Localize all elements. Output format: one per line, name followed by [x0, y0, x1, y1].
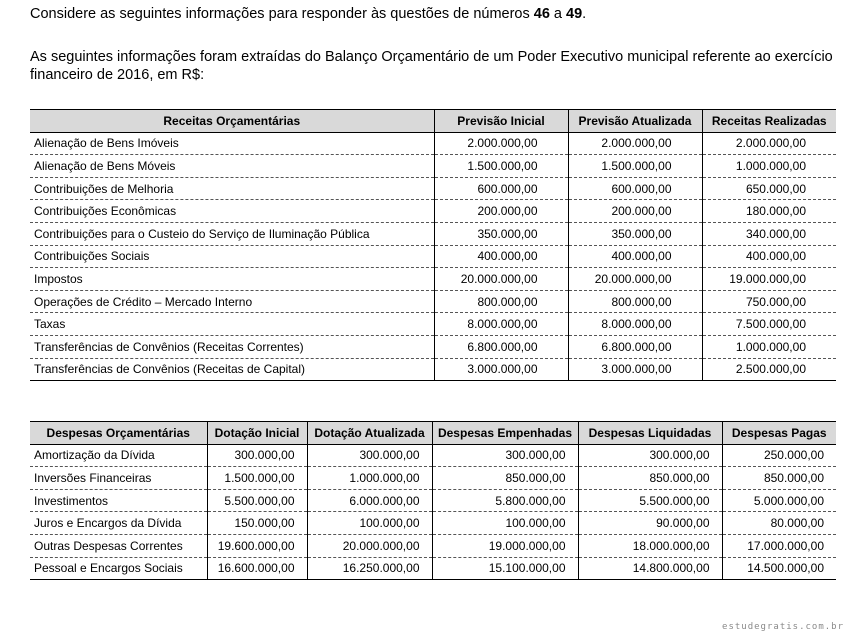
receitas-body [30, 132, 836, 381]
value-cell: 850.000,00 [578, 467, 722, 490]
value-cell: 100.000,00 [307, 512, 432, 535]
value-cell: 400.000,00 [568, 245, 702, 268]
value-cell: 5.000.000,00 [722, 489, 836, 512]
row-label: Alienação de Bens Imóveis [30, 132, 434, 155]
value-cell: 3.000.000,00 [434, 358, 568, 381]
receitas-table [30, 109, 836, 381]
table-row [30, 222, 836, 245]
table-row [30, 177, 836, 200]
intro-text-before: Considere as seguintes informações para responder às questões de números [30, 6, 534, 22]
table-row [30, 132, 836, 155]
value-cell: 6.000.000,00 [307, 489, 432, 512]
value-cell: 400.000,00 [434, 245, 568, 268]
value-cell: 100.000,00 [432, 512, 578, 535]
value-cell: 20.000.000,00 [568, 268, 702, 291]
row-label: Contribuições de Melhoria [30, 177, 434, 200]
value-cell: 800.000,00 [434, 290, 568, 313]
row-label: Amortização da Dívida [30, 444, 207, 467]
table-row [30, 557, 836, 580]
value-cell: 300.000,00 [578, 444, 722, 467]
value-cell: 3.000.000,00 [568, 358, 702, 381]
value-cell: 340.000,00 [702, 222, 836, 245]
value-cell: 800.000,00 [568, 290, 702, 313]
question-start-number: 46 [533, 6, 550, 22]
value-cell: 350.000,00 [568, 222, 702, 245]
despesas-header-cell: Despesas Orçamentárias [30, 422, 207, 445]
value-cell: 15.100.000,00 [432, 557, 578, 580]
table-row [30, 358, 836, 381]
value-cell: 750.000,00 [702, 290, 836, 313]
watermark: estudegratis.com.br [722, 622, 844, 632]
value-cell: 850.000,00 [722, 467, 836, 490]
table-row [30, 155, 836, 178]
value-cell: 180.000,00 [702, 200, 836, 223]
value-cell: 1.500.000,00 [568, 155, 702, 178]
receitas-header-cell: Receitas Realizadas [702, 110, 836, 133]
value-cell: 19.000.000,00 [432, 534, 578, 557]
value-cell: 5.500.000,00 [578, 489, 722, 512]
row-label: Alienação de Bens Móveis [30, 155, 434, 178]
table-row [30, 467, 836, 490]
value-cell: 90.000,00 [578, 512, 722, 535]
value-cell: 850.000,00 [432, 467, 578, 490]
receitas-header-cell: Receitas Orçamentárias [30, 110, 434, 133]
value-cell: 6.800.000,00 [568, 335, 702, 358]
table-row [30, 313, 836, 336]
value-cell: 150.000,00 [207, 512, 307, 535]
value-cell: 200.000,00 [568, 200, 702, 223]
value-cell: 600.000,00 [434, 177, 568, 200]
row-label: Contribuições Econômicas [30, 200, 434, 223]
value-cell: 350.000,00 [434, 222, 568, 245]
value-cell: 300.000,00 [432, 444, 578, 467]
table-row [30, 444, 836, 467]
value-cell: 1.500.000,00 [207, 467, 307, 490]
despesas-table [30, 421, 836, 580]
value-cell: 300.000,00 [307, 444, 432, 467]
table-row [30, 534, 836, 557]
despesas-header-row [30, 422, 836, 445]
table-row [30, 489, 836, 512]
intro-text-after: . [582, 6, 587, 22]
receitas-header-row [30, 110, 836, 133]
value-cell: 17.000.000,00 [722, 534, 836, 557]
despesas-header-cell: Despesas Pagas [722, 422, 836, 445]
value-cell: 8.000.000,00 [434, 313, 568, 336]
value-cell: 19.000.000,00 [702, 268, 836, 291]
value-cell: 6.800.000,00 [434, 335, 568, 358]
value-cell: 16.600.000,00 [207, 557, 307, 580]
value-cell: 2.000.000,00 [568, 132, 702, 155]
table-row [30, 335, 836, 358]
row-label: Impostos [30, 268, 434, 291]
despesas-header-cell: Despesas Empenhadas [432, 422, 578, 445]
row-label: Taxas [30, 313, 434, 336]
value-cell: 250.000,00 [722, 444, 836, 467]
value-cell: 650.000,00 [702, 177, 836, 200]
despesas-header-cell: Dotação Atualizada [307, 422, 432, 445]
table-row [30, 268, 836, 291]
value-cell: 20.000.000,00 [434, 268, 568, 291]
value-cell: 14.800.000,00 [578, 557, 722, 580]
value-cell: 8.000.000,00 [568, 313, 702, 336]
value-cell: 2.000.000,00 [434, 132, 568, 155]
intro-text [30, 5, 586, 23]
receitas-header-cell: Previsão Inicial [434, 110, 568, 133]
row-label: Inversões Financeiras [30, 467, 207, 490]
table-row [30, 290, 836, 313]
table-row [30, 245, 836, 268]
value-cell: 300.000,00 [207, 444, 307, 467]
row-label: Outras Despesas Correntes [30, 534, 207, 557]
value-cell: 14.500.000,00 [722, 557, 836, 580]
row-label: Transferências de Convênios (Receitas Correntes) [30, 335, 434, 358]
question-end-number: 49 [566, 6, 583, 22]
value-cell: 20.000.000,00 [307, 534, 432, 557]
row-label: Transferências de Convênios (Receitas de Capital) [30, 358, 434, 381]
description-text: As seguintes informações foram extraídas do Balanço Orçamentário de um Poder Executivo municipal referente ao exercício financeiro de 2016, em R$: [30, 49, 833, 83]
value-cell: 80.000,00 [722, 512, 836, 535]
value-cell: 7.500.000,00 [702, 313, 836, 336]
receitas-header-cell: Previsão Atualizada [568, 110, 702, 133]
value-cell: 200.000,00 [434, 200, 568, 223]
value-cell: 18.000.000,00 [578, 534, 722, 557]
table-row [30, 512, 836, 535]
despesas-header-cell: Despesas Liquidadas [578, 422, 722, 445]
row-label: Juros e Encargos da Dívida [30, 512, 207, 535]
intro-text-mid: a [549, 6, 567, 22]
despesas-body [30, 444, 836, 580]
value-cell: 1.000.000,00 [702, 335, 836, 358]
row-label: Contribuições para o Custeio do Serviço de Iluminação Pública [30, 222, 434, 245]
row-label: Investimentos [30, 489, 207, 512]
value-cell: 600.000,00 [568, 177, 702, 200]
value-cell: 2.500.000,00 [702, 358, 836, 381]
value-cell: 1.000.000,00 [702, 155, 836, 178]
row-label: Pessoal e Encargos Sociais [30, 557, 207, 580]
value-cell: 400.000,00 [702, 245, 836, 268]
value-cell: 5.500.000,00 [207, 489, 307, 512]
value-cell: 19.600.000,00 [207, 534, 307, 557]
table-row [30, 200, 836, 223]
row-label: Operações de Crédito – Mercado Interno [30, 290, 434, 313]
value-cell: 1.500.000,00 [434, 155, 568, 178]
value-cell: 16.250.000,00 [307, 557, 432, 580]
row-label: Contribuições Sociais [30, 245, 434, 268]
value-cell: 2.000.000,00 [702, 132, 836, 155]
despesas-header-cell: Dotação Inicial [207, 422, 307, 445]
value-cell: 5.800.000,00 [432, 489, 578, 512]
value-cell: 1.000.000,00 [307, 467, 432, 490]
